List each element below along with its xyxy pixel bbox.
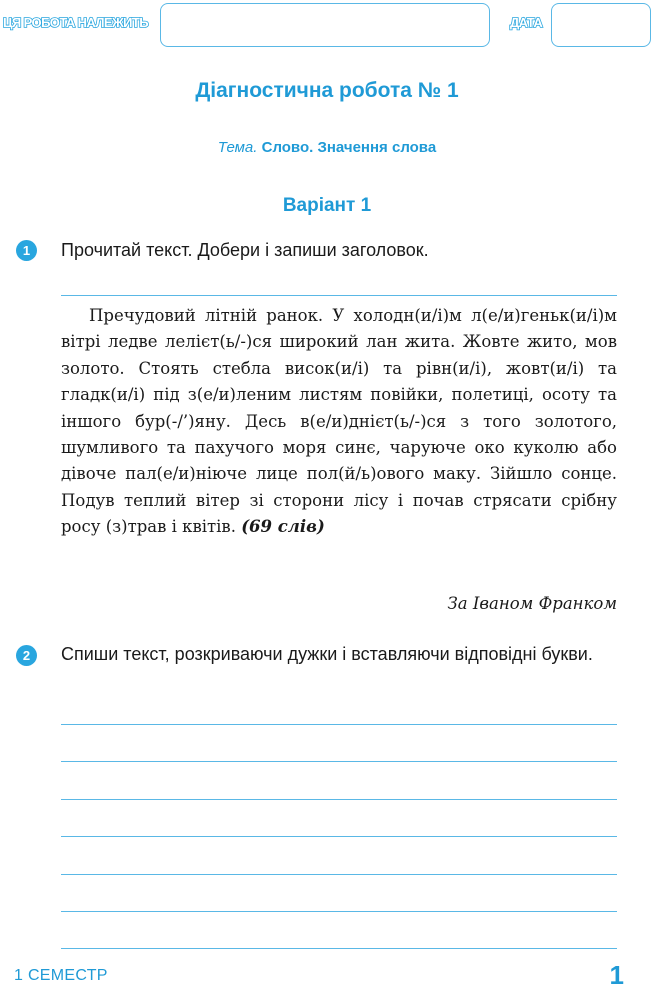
- owner-label: ЦЯ РОБОТА НАЛЕЖИТЬ: [3, 15, 148, 30]
- passage-author: За Іваном Франком: [447, 594, 617, 613]
- writing-line[interactable]: [61, 836, 617, 837]
- writing-line[interactable]: [61, 948, 617, 949]
- topic-value: Слово. Значення слова: [261, 139, 437, 156]
- writing-line[interactable]: [61, 724, 617, 725]
- writing-line[interactable]: [61, 799, 617, 800]
- passage-text: Пречудовий літній ранок. У холодн(и/і)м л(е/и)геньк(и/і)м вітрі ледве лелієт(ь/-)ся широкий лан жита. Жовте жито, мов золото. Стоять стебла висок(и/і) та рівн(и/і), жовт(и/і) та гладк(и/і) під з(е/и)леним листям повійки, полетиці, осоту та іншого бур(-/’)яну. Десь в(е/и)днієт(ь/-)ся з того золотого, шумливого та пахучого моря синє, чаруюче око куколю або дівоче пал(е/и)ніюче лице пол(й/ь)ового маку. Зійшло сонце. Подув теплий вітер зі сторони лісу і почав стрясати срібну росу (з)трав і квітів.: [61, 306, 617, 537]
- task-2-number-badge: 2: [16, 645, 37, 666]
- page-number: 1: [609, 960, 624, 990]
- date-field[interactable]: [551, 3, 651, 47]
- title-answer-line[interactable]: [61, 295, 617, 296]
- writing-line[interactable]: [61, 761, 617, 762]
- task-1-number-badge: 1: [16, 240, 37, 261]
- reading-passage: [61, 303, 617, 541]
- date-label: ДАТА: [510, 15, 543, 30]
- task-1-instruction: Прочитай текст. Добери і запиши заголовок.: [61, 240, 429, 260]
- writing-line[interactable]: [61, 911, 617, 912]
- owner-name-field[interactable]: [160, 3, 490, 47]
- task-2-instruction: Спиши текст, розкриваючи дужки і вставляючи відповідні букви.: [61, 644, 593, 664]
- word-count: (69 слів): [241, 517, 325, 537]
- variant-heading: Варіант 1: [282, 195, 372, 216]
- topic-line: [0, 139, 654, 156]
- topic-label: Тема.: [217, 139, 258, 156]
- page-title: Діагностична робота № 1: [195, 79, 459, 102]
- writing-line[interactable]: [61, 874, 617, 875]
- semester-label: 1 СЕМЕСТР: [14, 967, 108, 984]
